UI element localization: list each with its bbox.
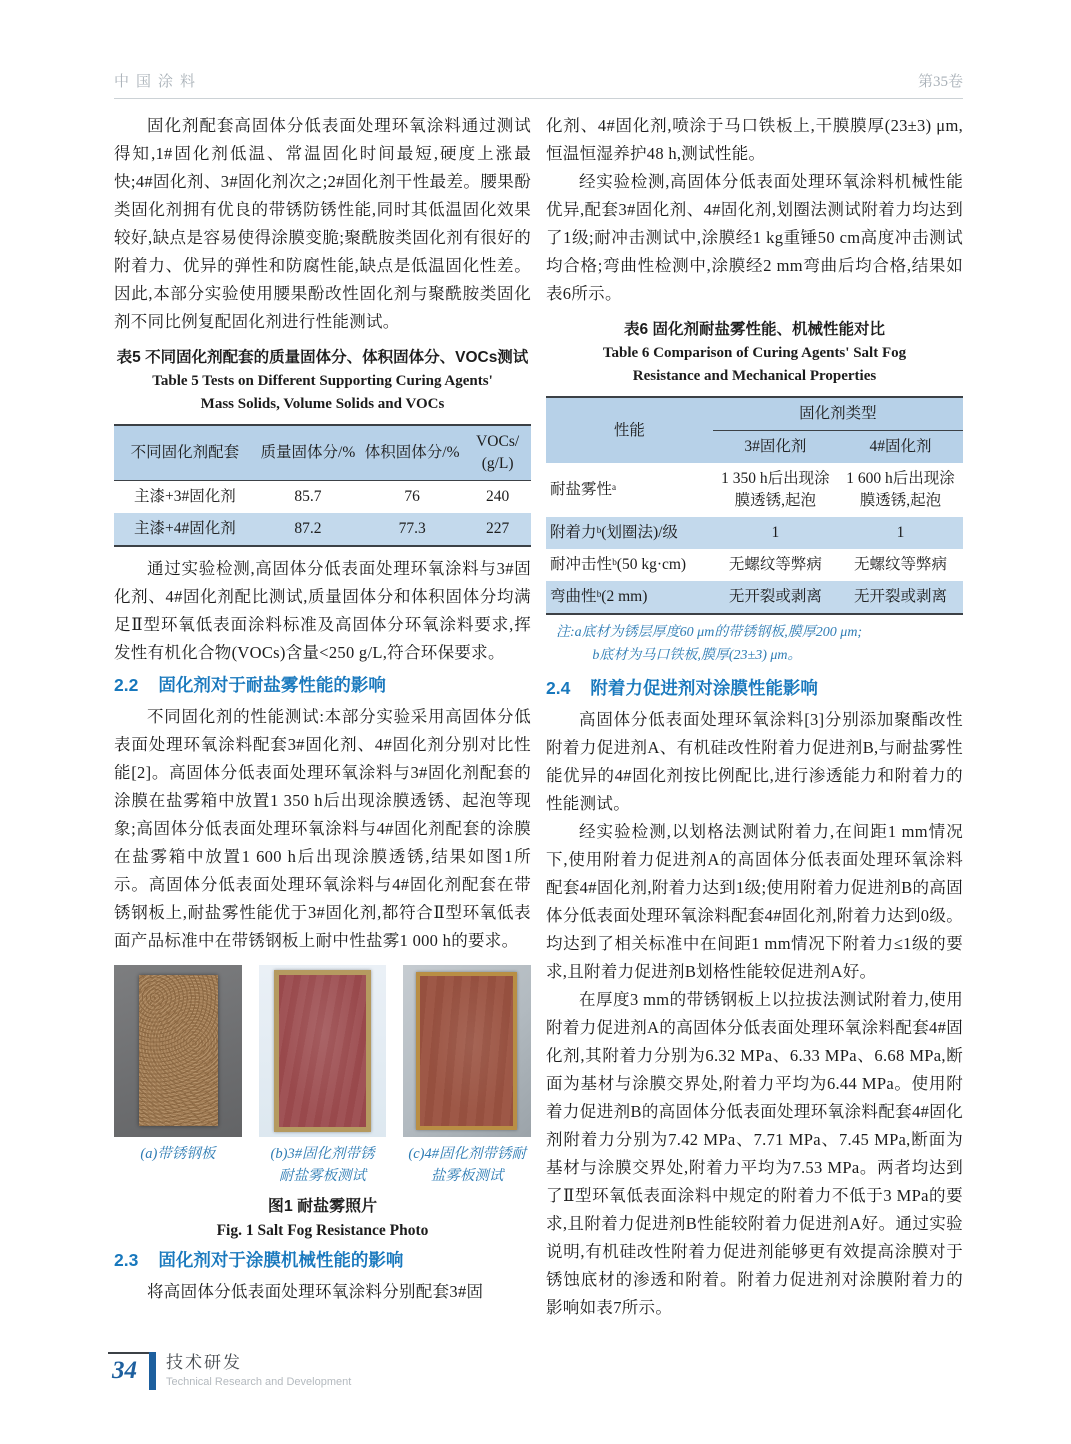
table-row: [546, 463, 963, 517]
table6-title-cn: 表6 固化剂耐盐雾性能、机械性能对比: [624, 321, 885, 338]
figure1-title-cn: 图1 耐盐雾照片: [267, 1198, 378, 1215]
footer-section-labels: [166, 1352, 351, 1390]
table-cell: 主漆+4#固化剂: [114, 513, 256, 546]
figure1-captions: [114, 1143, 531, 1187]
table-header-cell: 不同固化剂配套: [114, 425, 256, 481]
table-cell: 87.2: [256, 513, 360, 546]
table-header-group-cell: 固化剂类型: [713, 397, 963, 431]
section-heading-2-4: [546, 675, 963, 701]
table-cell: 85.7: [294, 488, 322, 505]
page-header: [114, 70, 963, 99]
table-header-cell: 体积固体分/%: [360, 425, 464, 481]
table-header-cell: 4#固化剂: [838, 431, 963, 464]
paragraph: 固化剂配套高固体分低表面处理环氧涂料通过测试得知,1#固化剂低温、常温固化时间最短,硬度上涨最快;4#固化剂、3#固化剂次之;2#固化剂干性最差。腰果酚类固化剂拥有优良的带锈防锈性能,同时其低温固化效果较好,缺点是容易使得涂膜变脆;聚酰胺类固化剂有很好的附着力、优异的弹性和防腐性能,缺点是低温固化性差。因此,本部分实验使用腰果酚改性固化剂与聚酰胺类固化剂不同比例复配固化剂进行性能测试。: [114, 116, 531, 331]
volume-number: 第35卷: [917, 74, 963, 90]
table-cell: 77.3: [360, 513, 464, 546]
table-cell: 弯曲性ᵇ(2 mm): [546, 581, 713, 614]
footer-accent-bar: [149, 1352, 156, 1390]
table-row: [546, 549, 963, 581]
table-cell: 1: [713, 517, 838, 549]
table-header-cell: VOCs/ (g/L): [464, 425, 531, 481]
photo-curing-agent-3-panel: [259, 965, 387, 1137]
paragraph: 化剂、4#固化剂,喷涂于马口铁板上,干膜膜厚(23±3) μm,恒温恒湿养护48 h,测试性能。: [546, 116, 963, 163]
paragraph: 高固体分低表面处理环氧涂料[3]分别添加聚酯改性附着力促进剂A、有机硅改性附着力促进剂B,与耐盐雾性能优异的4#固化剂按比例配比,进行渗透能力和附着力的性能测试。: [546, 710, 963, 813]
table-cell: 无开裂或剥离: [838, 581, 963, 614]
table6-title-en-line1: Table 6 Comparison of Curing Agents' Salt Fog: [602, 345, 907, 361]
table-row: [546, 517, 963, 549]
section-title: 附着力促进剂对涂膜性能影响: [590, 678, 818, 698]
caption-line: 盐雾板测试: [430, 1168, 504, 1184]
footnote-line: b底材为马口铁板,膜厚(23±3) μm。: [592, 648, 802, 663]
footnote-line: 注:a底材为锈层厚度60 μm的带锈钢板,膜厚200 μm;: [556, 625, 863, 640]
paragraph: 经实验检测,高固体分低表面处理环氧涂料机械性能优异,配套3#固化剂、4#固化剂,划圈法测试附着力均达到了1级;耐冲击测试中,涂膜经1 kg重锤50 cm高度冲击测试均合格;弯曲性检测中,涂膜经2 mm弯曲后均合格,结果如表6所示。: [546, 172, 963, 303]
photo-caption-c: [403, 1143, 531, 1187]
right-column: [546, 112, 963, 1322]
left-column: [114, 112, 531, 1322]
page-number-box: [108, 1352, 149, 1390]
table-row: [114, 481, 531, 514]
caption-line: (c)4#固化剂带锈耐: [408, 1146, 526, 1162]
caption-line: (a)带锈钢板: [140, 1146, 216, 1162]
table-header-row: [114, 425, 531, 481]
paragraph: 将高固体分低表面处理环氧涂料分别配套3#固: [147, 1282, 484, 1301]
table-cell: 无开裂或剥离: [713, 581, 838, 614]
table5-title-en-line2: Mass Solids, Volume Solids and VOCs: [200, 396, 445, 412]
table-cell: 附着力ᵇ(划圈法)/级: [546, 517, 713, 549]
page-number: 34: [112, 1357, 137, 1384]
table6: [546, 396, 963, 615]
paragraph: 经实验检测,以划格法测试附着力,在间距1 mm情况下,使用附着力促进剂A的高固体分低表面处理环氧涂料配套4#固化剂,附着力达到1级;使用附着力促进剂B的高固体分低表面处理环氧涂料配套4#固化剂,附着力达到0级。均达到了相关标准中在间距1 mm情况下附着力≤1级的要求,且附着力促进剂B划格性能较促进剂A好。: [546, 822, 963, 981]
table-header-cell: 质量固体分/%: [256, 425, 360, 481]
table-cell: 耐冲击性ᵇ(50 kg·cm): [550, 556, 687, 573]
footer-section-en: Technical Research and Development: [166, 1376, 352, 1388]
section-title: 固化剂对于耐盐雾性能的影响: [158, 675, 386, 695]
table-cell: 240: [486, 488, 510, 505]
journal-name: 中国涂料: [114, 74, 203, 90]
table-row: [114, 513, 531, 546]
section-number: 2.3: [114, 1250, 139, 1270]
table-cell: 无螺纹等弊病: [728, 556, 822, 573]
table5-title-en-line1: Table 5 Tests on Different Supporting Curing Agents': [152, 373, 493, 389]
caption-line: 耐盐雾板测试: [279, 1168, 366, 1184]
section-heading-2-3: [114, 1247, 531, 1273]
rusty-panel-surface: [139, 975, 218, 1126]
table-cell: 1 600 h后出现涂膜透锈,起泡: [846, 470, 955, 509]
coated-panel-surface: [274, 970, 371, 1132]
table5: [114, 424, 531, 547]
section-title: 固化剂对于涂膜机械性能的影响: [158, 1250, 404, 1270]
coated-panel-surface: [416, 972, 517, 1130]
table-header-cell: 性能: [546, 397, 713, 463]
table-header-cell: 3#固化剂: [713, 431, 838, 464]
paragraph: 通过实验检测,高固体分低表面处理环氧涂料与3#固化剂、4#固化剂配比测试,质量固体分和体积固体分均满足Ⅱ型环氧低表面涂料标准及高固体分环氧涂料要求,挥发性有机化合物(VOCs)含量<250 g/L,符合环保要求。: [114, 559, 531, 662]
section-number: 2.4: [546, 678, 571, 698]
photo-rusty-steel-panel: [114, 965, 242, 1137]
section-heading-2-2: [114, 672, 531, 698]
table-cell: 76: [404, 488, 420, 505]
paragraph: 不同固化剂的性能测试:本部分实验采用高固体分低表面处理环氧涂料配套3#固化剂、4#固化剂分别对比性能[2]。高固体分低表面处理环氧涂料与3#固化剂配套的涂膜在盐雾箱中放置1 350 h后出现涂膜透锈、起泡等现象;高固体分低表面处理环氧涂料与4#固化剂配套的涂膜在盐雾箱中放置1 600 h后出现涂膜透锈,结果如图1所示。高固体分低表面处理环氧涂料与4#固化剂配套在带锈钢板上,耐盐雾性能优于3#固化剂,都符合Ⅱ型环氧低表面产品标准中在带锈钢板上耐中性盐雾1 000 h的要求。: [114, 707, 531, 950]
footer-section-cn: 技术研发: [166, 1353, 242, 1372]
table-header-row: [546, 397, 963, 431]
photo-caption-b: [259, 1143, 387, 1187]
table-cell: 主漆+3#固化剂: [134, 488, 236, 505]
table-cell: 1: [838, 517, 963, 549]
table-cell: 无螺纹等弊病: [853, 556, 947, 573]
section-number: 2.2: [114, 675, 139, 695]
table-cell: 耐盐雾性ᵃ: [550, 481, 617, 498]
table-cell: 1 350 h后出现涂膜透锈,起泡: [721, 470, 830, 509]
paragraph: 在厚度3 mm的带锈钢板上以拉拔法测试附着力,使用附着力促进剂A的高固体分低表面处理环氧涂料配套4#固化剂,其附着力分别为6.32 MPa、6.33 MPa、6.68 MPa,断面为基材与涂膜交界处,附着力平均为6.44 MPa。使用附着力促进剂B的高固体分低表面处理环氧涂料配套4#固化剂附着力分别为7.42 MPa、7.71 MPa、7.45 MPa,断面为基材与涂膜交界处,附着力平均为7.53 MPa。两者均达到了Ⅱ型环氧低表面涂料中规定的附着力不低于3 MPa的要求,且附着力促进剂B性能较附着力促进剂A好。通过实验说明,有机硅改性附着力促进剂能够更有效提高涂膜对于锈蚀底材的渗透和附着。附着力促进剂对涂膜附着力的影响如表7所示。: [546, 990, 963, 1317]
table6-footnote: [546, 621, 963, 667]
photo-curing-agent-4-panel: [403, 965, 531, 1137]
table5-title-cn: 表5 不同固化剂配套的质量固体分、体积固体分、VOCs测试: [116, 349, 529, 366]
photo-caption-a: [114, 1143, 242, 1187]
two-column-body: [114, 112, 963, 1322]
table-cell: 227: [464, 513, 531, 546]
table6-title-en-line2: Resistance and Mechanical Properties: [632, 368, 877, 384]
page-footer: [108, 1352, 351, 1390]
figure1-title-en: Fig. 1 Salt Fog Resistance Photo: [216, 1222, 429, 1239]
figure1-photos: [114, 965, 531, 1137]
table-row: [546, 581, 963, 614]
caption-line: (b)3#固化剂带锈: [270, 1146, 375, 1162]
